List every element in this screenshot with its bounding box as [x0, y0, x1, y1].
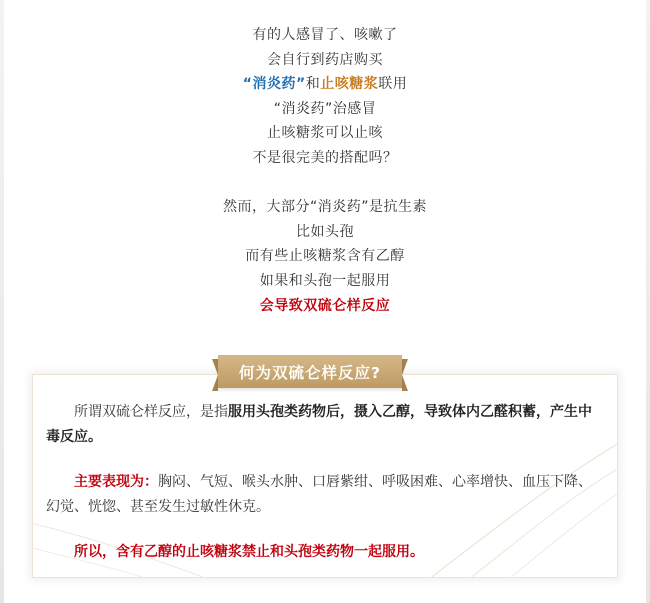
quote-close: ”	[296, 76, 306, 93]
quote-open: “	[242, 76, 253, 93]
definition-bold: 服用头孢类药物后，摄入乙醇，导致体内乙醛积蓄，产生中毒反应。	[46, 404, 592, 445]
panel-content	[46, 400, 601, 565]
intro-line-6: 不是很完美的搭配吗？	[252, 149, 398, 166]
intro-line-4: “消炎药”治感冒	[273, 100, 377, 117]
definition-lead: 所谓双硫仑样反应，是指	[74, 404, 228, 420]
intro-line-3	[0, 72, 650, 97]
conclusion-paragraph: 所以，含有乙醇的止咳糖浆禁止和头孢类药物一起服用。	[74, 544, 424, 560]
intro-line-2: 会自行到药店购买	[267, 51, 383, 68]
paragraph-gap-1	[46, 449, 601, 470]
symptoms-paragraph	[46, 470, 601, 519]
symptoms-text: 胸闷、气短、喉头水肿、口唇紫绀、呼吸困难、心率增快、血压下降、幻觉、恍惚、甚至发生过敏性休克。	[46, 474, 592, 515]
definition-paragraph	[46, 400, 601, 449]
badge-ribbon-right	[402, 359, 408, 391]
intro-line-5: 止咳糖浆可以止咳	[267, 125, 383, 142]
paragraph-gap-2	[46, 519, 601, 540]
intro-line-1: 有的人感冒了、咳嗽了	[252, 27, 398, 43]
highlight-antiinflammatory: 消炎药	[252, 76, 296, 93]
conjunction-and: 和	[305, 76, 321, 93]
intro-text	[0, 23, 650, 318]
section-badge	[212, 355, 408, 391]
intro-line-7: 然而，大部分“消炎药”是抗生素	[222, 199, 427, 216]
combined-use: 联用	[378, 76, 408, 93]
intro-line-8: 比如头孢	[296, 223, 354, 240]
intro-line-9: 而有些止咳糖浆含有乙醇	[245, 248, 405, 265]
intro-line-10: 如果和头孢一起服用	[259, 272, 391, 289]
highlight-cough-syrup: 止咳糖浆	[320, 76, 379, 93]
intro-gap	[0, 171, 650, 196]
section-title: 何为双硫仑样反应?	[218, 355, 402, 388]
intro-line-warning: 会导致双硫仑样反应	[259, 297, 391, 314]
symptoms-label: 主要表现为：	[74, 474, 158, 490]
